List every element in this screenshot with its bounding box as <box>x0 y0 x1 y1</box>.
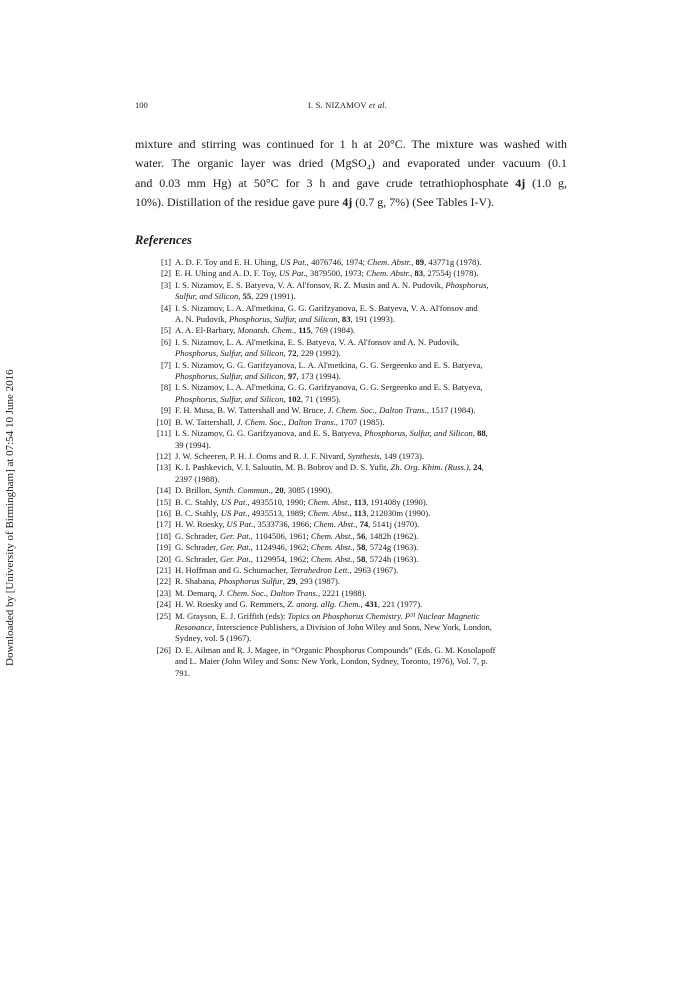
reference-number: [10] <box>156 416 171 427</box>
reference-number: [19] <box>156 542 171 553</box>
reference-number: [26] <box>156 644 171 655</box>
running-head-suffix: et al. <box>368 100 388 110</box>
reference-number: [6] <box>160 336 171 347</box>
running-head <box>135 100 560 110</box>
reference-number: [12] <box>156 450 171 461</box>
reference-text: I. S. Nizamov, G. G. Garifzyanova, L. A. Al'metkina, G. G. Sergeenko and E. S. Batyeva, <box>175 359 483 370</box>
reference-item <box>131 451 571 462</box>
body-line: 10%). Distillation of the residue gave pure 4j (0.7 g, 7%) (See Tables I-V). <box>135 194 495 209</box>
reference-item <box>131 382 571 405</box>
reference-item <box>131 611 571 645</box>
reference-number: [24] <box>156 599 171 610</box>
reference-text: Phosphorus, Sulfur, and Silicon, 102, 71 (1995). <box>175 393 341 404</box>
reference-item <box>131 360 571 383</box>
body-line: water. The organic layer was dried (MgSO₄) and evaporated under vacuum (0.1 <box>135 156 567 171</box>
reference-text: H. Hoffman and G. Schumacher, Tetrahedron Lett., 2963 (1967). <box>175 564 399 575</box>
reference-number: [3] <box>160 279 171 290</box>
reference-item <box>131 485 571 496</box>
reference-item <box>131 554 571 565</box>
reference-item <box>131 576 571 587</box>
reference-item <box>131 325 571 336</box>
reference-text: G. Schrader, Ger. Pat., 1124946, 1962; Chem. Abst., 58, 5724g (1963). <box>175 542 419 553</box>
reference-number: [2] <box>160 268 171 279</box>
reference-number: [8] <box>160 382 171 393</box>
reference-item <box>131 542 571 553</box>
reference-item <box>131 337 571 360</box>
reference-text: Phosphorus, Sulfur, and Silicon, 97, 173 (1994). <box>175 371 341 382</box>
reference-item <box>131 417 571 428</box>
reference-number: [9] <box>160 405 171 416</box>
reference-number: [1] <box>160 257 171 267</box>
reference-text: G. Schrader, Ger. Pat., 1129954, 1962; Chem. Abst., 58, 5724h (1963). <box>175 553 419 564</box>
reference-number: [15] <box>156 496 171 507</box>
references-list <box>131 257 571 679</box>
reference-item <box>131 645 571 679</box>
reference-number: [25] <box>156 610 171 621</box>
running-head-authors: I. S. NIZAMOV <box>307 100 367 110</box>
reference-text: B. C. Stahly, US Pat., 4935510, 1990; Chem. Abst., 113, 191408y (1990). <box>175 496 428 507</box>
reference-item <box>131 565 571 576</box>
reference-item <box>131 268 571 279</box>
reference-text: Sydney, vol. 5 (1967). <box>175 633 252 644</box>
reference-item <box>131 497 571 508</box>
reference-text: I. S. Nizamov, E. S. Batyeva, V. A. Al'fonsov, R. Z. Musin and A. N. Pudovik, Phosphorus, <box>175 279 489 290</box>
reference-item <box>131 599 571 610</box>
reference-text: H. W. Roesky, US Pat., 3533736, 1966; Chem. Abst., 74, 5141j (1970). <box>175 519 420 530</box>
body-line: mixture and stirring was continued for 1 h at 20°C. The mixture was washed with <box>135 137 567 151</box>
reference-item <box>131 428 571 451</box>
reference-text: D. Brillon, Synth. Commun., 20, 3085 (1990). <box>175 485 333 496</box>
reference-item <box>131 257 571 268</box>
reference-text: H. W. Roesky and G. Remmers, Z. anorg. allg. Chem., 431, 221 (1977). <box>175 599 423 610</box>
reference-text: K. I. Pashkevich, V. I. Saloutin, M. B. Bobrov and D. S. Yufit, Zh. Org. Khim. (Russ.), 24, <box>175 462 484 473</box>
reference-text: R. Shabana, Phosphorus Sulfur, 29, 293 (1987). <box>175 576 340 587</box>
reference-item <box>131 303 571 326</box>
reference-text: B. C. Stahly, US Pat., 4935513, 1989; Chem. Abst., 113, 212030m (1990). <box>175 507 431 518</box>
reference-text: G. Schrader, Ger. Pat., 1104506, 1961; Chem. Abst., 56, 1482h (1962). <box>175 530 419 541</box>
reference-text: B. W. Tattershall, J. Chem. Soc., Dalton Trans., 1707 (1985). <box>175 416 385 427</box>
reference-text: I. S. Nizamov, L. A. Al'metkina, E. S. Batyeva, V. A. Al'fonsov and A. N. Pudovik, <box>175 336 460 347</box>
reference-text: F. H. Musa, B. W. Tattershall and W. Bruce, J. Chem. Soc., Dalton Trans., 1517 (1984). <box>175 405 476 416</box>
reference-text: A. D. F. Toy and E. H. Uhing, US Pat., 4076746, 1974; Chem. Abstr., 89, 43771g (1978). <box>175 257 482 267</box>
reference-text: I. S. Nizamov, L. A. Al'metkina, G. G. Garifzyanova, G. G. Sergeenko and E. S. Batyeva, <box>175 382 483 393</box>
reference-text: M. Grayson, E. J. Griffith (eds): Topics on Phosphorus Chemistry. P³¹ Nuclear Magnetic <box>175 610 480 621</box>
reference-text: and L. Maier (John Wiley and Sons: New York, London, Sydney, Toronto, 1976), Vol. 7, p. <box>175 656 488 667</box>
reference-number: [21] <box>156 564 171 575</box>
reference-number: [4] <box>160 302 171 313</box>
reference-text: A. N. Pudovik, Phosphorus, Sulfur, and Silicon, 83, 191 (1993). <box>175 314 395 325</box>
reference-item <box>131 462 571 485</box>
page-number: 100 <box>135 100 148 110</box>
body-paragraph <box>135 135 567 212</box>
reference-text: Phosphorus, Sulfur, and Silicon, 72, 229 (1992). <box>175 348 341 359</box>
reference-text: M. Demarq, J. Chem. Soc., Dalton Trans., 2221 (1988). <box>175 587 367 598</box>
reference-number: [14] <box>156 485 171 496</box>
reference-number: [22] <box>156 576 171 587</box>
reference-text: D. E. Ailman and R. J. Magee, in “Organic Phosphorus Compounds” (Eds. G. M. Kosolapoff <box>175 644 496 655</box>
reference-text: J. W. Scheeren, P. H. J. Ooms and R. J. F. Nivard, Synthesis, 149 (1973). <box>175 450 425 461</box>
reference-number: [23] <box>156 587 171 598</box>
reference-number: [11] <box>157 428 171 439</box>
reference-text: I. S. Nizamov, G. G. Garifzyanova, and E. S. Batyeva, Phosphorus, Sulfur, and Silicon, 88, <box>175 428 488 439</box>
reference-number: [16] <box>156 507 171 518</box>
reference-text: E. H. Uhing and A. D. F. Toy, US Pat., 3879500, 1973; Chem. Abstr., 83, 27554j (1978). <box>175 268 479 279</box>
reference-text: Resonance, Interscience Publishers, a Division of John Wiley and Sons, New York, London, <box>175 622 492 632</box>
reference-item <box>131 280 571 303</box>
references-heading: References <box>135 233 192 247</box>
reference-text: A. A. El-Barbary, Monatsh. Chem., 115, 769 (1984). <box>175 325 356 336</box>
reference-text: 791. <box>175 667 191 678</box>
reference-item <box>131 519 571 530</box>
reference-number: [17] <box>156 519 171 530</box>
reference-number: [13] <box>156 462 171 473</box>
download-watermark: Downloaded by [University of Birmingham] at 07:54 10 June 2016 <box>4 369 16 666</box>
reference-item <box>131 405 571 416</box>
reference-text: Sulfur, and Silicon, 55, 229 (1991). <box>175 291 296 302</box>
reference-item <box>131 588 571 599</box>
reference-number: [18] <box>156 530 171 541</box>
reference-item <box>131 531 571 542</box>
reference-item <box>131 508 571 519</box>
reference-text: 39 (1994). <box>175 439 211 450</box>
reference-text: I. S. Nizamov, L. A. Al'metkina, G. G. Garifzyanova, E. S. Batyeva, V. A. Al'fonsov and <box>175 302 478 313</box>
reference-number: [5] <box>160 325 171 336</box>
page-header <box>135 100 560 114</box>
reference-text: 2397 (1988). <box>175 473 220 484</box>
reference-number: [20] <box>156 553 171 564</box>
body-line: and 0.03 mm Hg) at 50°C for 3 h and gave crude tetrathiophosphate 4j (1.0 g, <box>135 175 567 190</box>
reference-number: [7] <box>160 359 171 370</box>
